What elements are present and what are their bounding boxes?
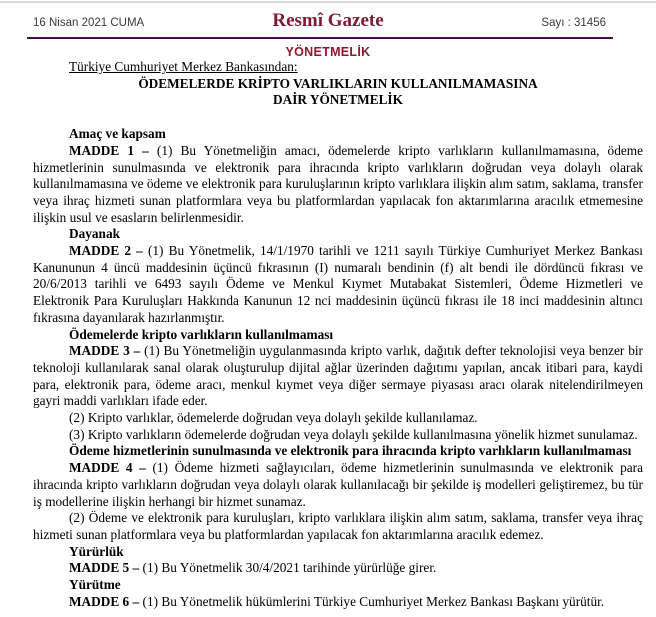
section-heading: YÖNETMELİK xyxy=(285,45,371,59)
issue-number: Sayı : 31456 xyxy=(541,17,606,29)
top-border-line xyxy=(0,1,656,3)
gazette-header xyxy=(0,10,656,37)
article-heading: Yürürlük xyxy=(69,543,124,559)
madde-label: MADDE 2 – xyxy=(69,243,143,259)
paragraph-text: (1) Ödeme hizmeti sağlayıcıları, ödeme hizmetlerinin sunulmasında ve elektronik para ihracında kripto varlıkların doğrudan veya dolaylı olarak kullanılacağı bir şekilde iş modelleri geliştiremez, bu tür iş modellerine ilişkin herhangi bir hizmet sunamaz. xyxy=(33,460,643,509)
article-heading: Ödemelerde kripto varlıkların kullanılmaması xyxy=(69,326,334,342)
article-paragraph xyxy=(33,594,643,611)
madde-label: MADDE 3 – xyxy=(69,343,141,359)
article-heading: Yürütme xyxy=(69,577,121,593)
issue-date: 16 Nisan 2021 CUMA xyxy=(33,17,145,29)
article-paragraph xyxy=(33,343,643,410)
paragraph-text: (1) Bu Yönetmelik, 14/1/1970 tarihli ve 1211 sayılı Türkiye Cumhuriyet Merkez Bankası Kanununun 4 üncü maddesinin üçüncü fıkrasının (I) numaralı bendinin (f) alt bendi ile dördüncü fıkrası ve 20/6/2013 tarihli ve 6493 sayılı Ödeme ve Menkul Kıymet Mutabakat Sistemleri, Ödeme Hizmetleri ve Elektronik Para Kuruluşları Hakkında Kanunun 12 nci maddesinin üçüncü fıkrası ile 18 inci maddesinin altıncı fıkrasına dayanılarak hazırlanmıştır. xyxy=(33,243,643,325)
paragraph-text: (3) Kripto varlıkların ödemelerde doğrudan veya dolaylı şekilde kullanılmasına yönelik hizmet sunulamaz. xyxy=(69,426,638,442)
document-title-line1: ÖDEMELERDE KRİPTO VARLIKLARIN KULLANILMAMASINA xyxy=(138,75,538,91)
paragraph-text: (2) Kripto varlıklar, ödemelerde doğrudan veya dolaylı şekilde kullanılamaz. xyxy=(69,410,478,426)
article-paragraph xyxy=(33,460,643,510)
article-paragraph xyxy=(33,510,643,543)
header-rule xyxy=(27,37,613,39)
paragraph-text: (1) Bu Yönetmeliğin uygulanmasında kripto varlık, dağıtık defter teknolojisi veya benzer bir teknoloji kullanılarak sanal olarak oluşturulup dijital ağlar üzerinden dağıtımı yapılan, ancak itibari para, kaydi para, elektronik para, ödeme aracı, menkul kıymet veya diğer sermaye piyasası aracı olarak nitelendirilmeyen gayri maddi varlıkları ifade eder. xyxy=(33,343,643,409)
article-paragraph xyxy=(33,427,643,444)
article-paragraph xyxy=(33,143,643,227)
article-paragraph xyxy=(33,410,643,427)
madde-label: MADDE 6 – xyxy=(69,593,140,609)
paragraph-text: (1) Bu Yönetmeliğin amacı, ödemelerde kripto varlıkların kullanılmamasına, ödeme hizmetlerinin sunulmasında ve elektronik para ihracında kripto varlıkların doğrudan veya dolaylı olarak kullanılmamasına ve ödeme ve elektronik para kuruluşlarının kripto varlıklara ilişkin alım satım, saklama, transfer veya ihraç hizmeti sunan platformlara veya bu platformlardan yapılacak fon aktarımlarına aracılık etmemesine ilişkin usul ve esasların belirlenmesidir. xyxy=(33,142,643,225)
madde-label: MADDE 1 – xyxy=(69,142,149,158)
issuer-line xyxy=(33,59,643,76)
article-paragraph xyxy=(33,243,643,327)
article-heading: Dayanak xyxy=(69,226,120,242)
paragraph-text: (1) Bu Yönetmelik hükümlerini Türkiye Cumhuriyet Merkez Bankası Başkanı yürütür. xyxy=(142,593,605,609)
document-body xyxy=(33,59,643,611)
paragraph-text: (2) Ödeme ve elektronik para kuruluşları, kripto varlıklara ilişkin alım satım, saklama, transfer veya ihraç hizmeti sunan platformlara veya bu platformlardan yapılacak fon aktarımlarına aracılık edemez. xyxy=(33,510,643,542)
article-heading: Amaç ve kapsam xyxy=(69,126,166,142)
issuer-text: Türkiye Cumhuriyet Merkez Bankasından: xyxy=(69,59,298,74)
masthead-title: Resmî Gazete xyxy=(272,10,384,31)
paragraph-text: (1) Bu Yönetmelik 30/4/2021 tarihinde yürürlüğe girer. xyxy=(142,560,437,576)
document-title-line2: DAİR YÖNETMELİK xyxy=(273,92,403,108)
madde-label: MADDE 5 – xyxy=(69,560,140,576)
madde-label: MADDE 4 – xyxy=(69,460,146,476)
article-heading: Ödeme hizmetlerinin sunulmasında ve elektronik para ihracında kripto varlıkların kullanılmaması xyxy=(69,443,632,459)
article-paragraph xyxy=(33,560,643,577)
gazette-page xyxy=(0,1,656,611)
